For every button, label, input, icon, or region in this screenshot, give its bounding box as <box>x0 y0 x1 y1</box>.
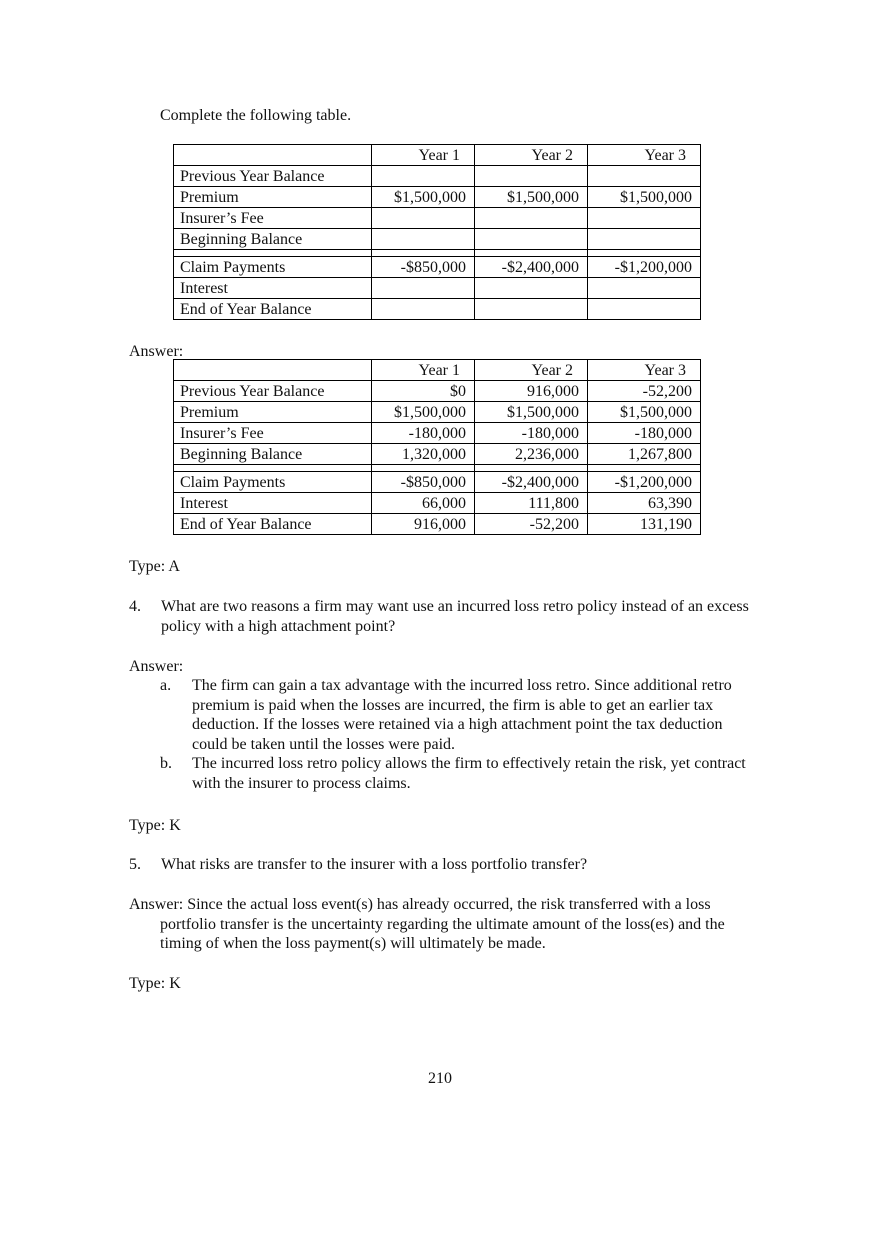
value-cell <box>372 299 475 320</box>
row-label-cell: Beginning Balance <box>174 444 372 465</box>
value-cell: 63,390 <box>588 493 701 514</box>
value-cell <box>475 208 588 229</box>
divider-cell <box>174 465 372 472</box>
row-label-cell: Previous Year Balance <box>174 166 372 187</box>
table-row <box>174 299 701 320</box>
value-cell: -180,000 <box>372 423 475 444</box>
list-item-text: The incurred loss retro policy allows the firm to effectively retain the risk, yet contract with the insurer to process claims. <box>192 755 746 792</box>
row-label-cell: Premium <box>174 187 372 208</box>
row-label-cell: End of Year Balance <box>174 514 372 535</box>
table-row <box>174 381 701 402</box>
row-label-cell: Insurer’s Fee <box>174 208 372 229</box>
table-row <box>174 229 701 250</box>
value-cell: $0 <box>372 381 475 402</box>
table-row <box>174 423 701 444</box>
instruction-text: Complete the following table. <box>160 107 352 124</box>
question-text: What are two reasons a firm may want use an incurred loss retro policy instead of an excess policy with a high attachment point? <box>161 598 749 635</box>
question-number: 4. <box>129 598 141 615</box>
value-cell: 2,236,000 <box>475 444 588 465</box>
value-cell: -$2,400,000 <box>475 257 588 278</box>
question-type-label: Type: K <box>129 975 181 992</box>
table-row <box>174 166 701 187</box>
header-cell-year: Year 2 <box>475 360 588 381</box>
question-number: 5. <box>129 856 141 873</box>
list-item <box>160 676 750 754</box>
value-cell <box>588 166 701 187</box>
value-cell: $1,500,000 <box>372 187 475 208</box>
table-row <box>174 402 701 423</box>
answer-label: Answer: <box>129 658 184 675</box>
value-cell <box>475 299 588 320</box>
value-cell <box>372 166 475 187</box>
header-cell-year: Year 3 <box>588 145 701 166</box>
section-divider-row <box>174 465 701 472</box>
page-number: 210 <box>428 1070 452 1087</box>
value-cell: $1,500,000 <box>588 187 701 208</box>
question-type-label: Type: K <box>129 817 181 834</box>
table-row <box>174 444 701 465</box>
row-label-cell: Premium <box>174 402 372 423</box>
value-cell <box>372 278 475 299</box>
table-row <box>174 187 701 208</box>
table-body <box>174 145 701 320</box>
row-label-cell: Interest <box>174 278 372 299</box>
value-cell: $1,500,000 <box>372 402 475 423</box>
value-cell: 916,000 <box>475 381 588 402</box>
value-cell <box>588 208 701 229</box>
value-cell: 66,000 <box>372 493 475 514</box>
answer-paragraph: Answer: Since the actual loss event(s) has already occurred, the risk transferred with a loss portfolio transfer is the uncertainty regarding the ultimate amount of the loss(es) and the timing of when the loss payment(s) will ultimately be made. <box>129 896 725 952</box>
table-header-row <box>174 145 701 166</box>
header-cell-year: Year 1 <box>372 360 475 381</box>
row-label-cell: Claim Payments <box>174 257 372 278</box>
value-cell: -$1,200,000 <box>588 257 701 278</box>
question-text: What risks are transfer to the insurer with a loss portfolio transfer? <box>161 856 588 873</box>
table-row <box>174 257 701 278</box>
header-cell-blank <box>174 360 372 381</box>
value-cell <box>475 229 588 250</box>
row-label-cell: Beginning Balance <box>174 229 372 250</box>
table-header-row <box>174 360 701 381</box>
blank-premium-table <box>173 144 701 320</box>
value-cell: -52,200 <box>475 514 588 535</box>
divider-cell <box>588 250 701 257</box>
value-cell: 916,000 <box>372 514 475 535</box>
divider-cell <box>174 250 372 257</box>
answer-label: Answer: <box>129 343 184 360</box>
table-row <box>174 472 701 493</box>
value-cell <box>475 166 588 187</box>
question-type-label: Type: A <box>129 558 180 575</box>
value-cell <box>475 278 588 299</box>
header-cell-year: Year 3 <box>588 360 701 381</box>
answer-premium-table <box>173 359 701 535</box>
value-cell <box>588 299 701 320</box>
list-item <box>160 754 750 793</box>
value-cell: $1,500,000 <box>475 187 588 208</box>
value-cell: -$850,000 <box>372 472 475 493</box>
row-label-cell: Insurer’s Fee <box>174 423 372 444</box>
divider-cell <box>475 250 588 257</box>
list-item-label: b. <box>160 755 172 772</box>
value-cell: -$1,200,000 <box>588 472 701 493</box>
value-cell <box>372 229 475 250</box>
table-row <box>174 278 701 299</box>
divider-cell <box>475 465 588 472</box>
value-cell: -$2,400,000 <box>475 472 588 493</box>
row-label-cell: Interest <box>174 493 372 514</box>
value-cell: $1,500,000 <box>588 402 701 423</box>
row-label-cell: Previous Year Balance <box>174 381 372 402</box>
divider-cell <box>372 250 475 257</box>
value-cell: 1,320,000 <box>372 444 475 465</box>
header-cell-year: Year 2 <box>475 145 588 166</box>
row-label-cell: Claim Payments <box>174 472 372 493</box>
value-cell: -52,200 <box>588 381 701 402</box>
value-cell <box>372 208 475 229</box>
value-cell: -$850,000 <box>372 257 475 278</box>
section-divider-row <box>174 250 701 257</box>
value-cell: $1,500,000 <box>475 402 588 423</box>
table-row <box>174 493 701 514</box>
value-cell: -180,000 <box>475 423 588 444</box>
table-row <box>174 514 701 535</box>
answer-list <box>160 676 750 793</box>
value-cell: -180,000 <box>588 423 701 444</box>
table-body <box>174 360 701 535</box>
value-cell: 1,267,800 <box>588 444 701 465</box>
header-cell-blank <box>174 145 372 166</box>
value-cell: 111,800 <box>475 493 588 514</box>
divider-cell <box>588 465 701 472</box>
list-item-text: The firm can gain a tax advantage with the incurred loss retro. Since additional retro premium is paid when the losses are incurred, the firm is able to get an earlier tax deduction. If the losses were retained via a high attachment point the tax deduction could be taken until the losses were paid. <box>192 677 732 753</box>
value-cell <box>588 278 701 299</box>
list-item-label: a. <box>160 677 172 694</box>
row-label-cell: End of Year Balance <box>174 299 372 320</box>
value-cell <box>588 229 701 250</box>
header-cell-year: Year 1 <box>372 145 475 166</box>
table-row <box>174 208 701 229</box>
divider-cell <box>372 465 475 472</box>
value-cell: 131,190 <box>588 514 701 535</box>
